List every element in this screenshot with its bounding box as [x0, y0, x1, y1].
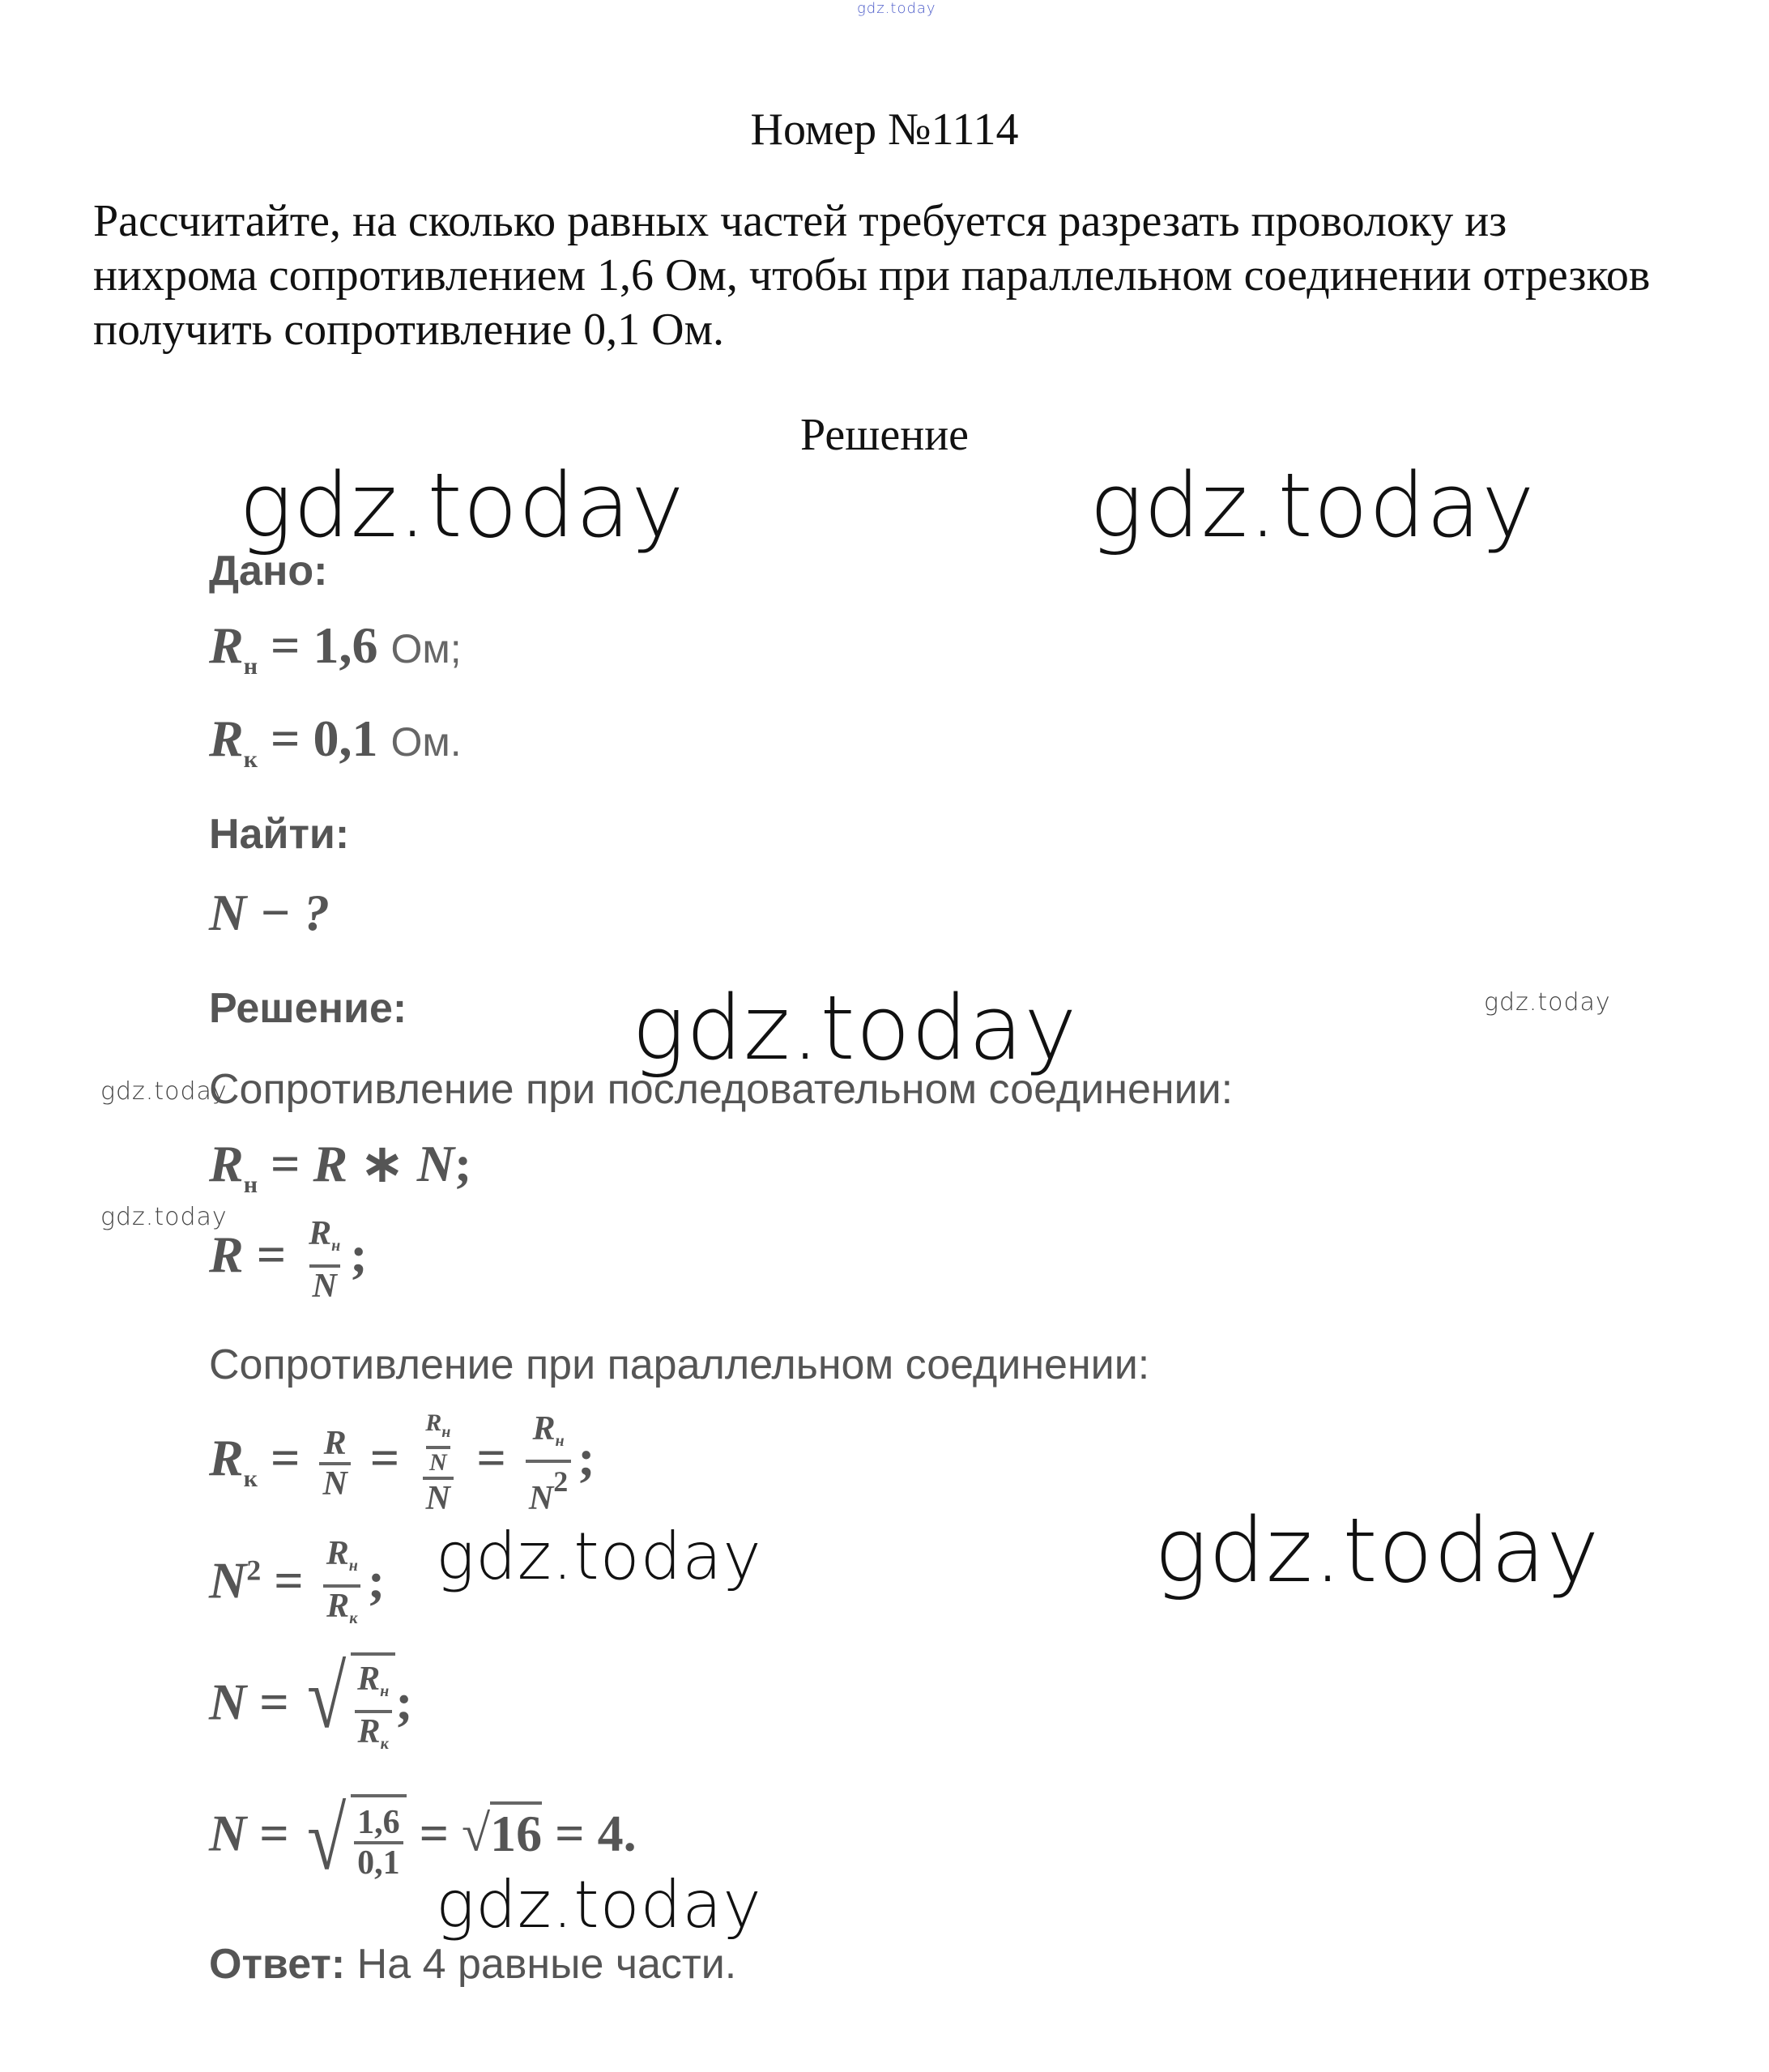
- watermark: gdz.today: [436, 1519, 762, 1594]
- watermark: gdz.today: [1089, 454, 1536, 557]
- answer-label: Ответ:: [209, 1941, 346, 1988]
- watermark: gdz.today: [100, 1077, 228, 1106]
- formula-parallel: $R_к$ = $\frac{R}{N}$ = $\frac{\frac{R_н}{N}}{N}$ = $\frac{R_н}{N2}$ ;: [209, 1409, 595, 1517]
- series-text: Сопротивление при последовательном соединении:: [209, 1066, 1234, 1113]
- formula-r: R = $\frac{R_н}{N}$ ;: [209, 1215, 368, 1305]
- watermark: gdz.today: [239, 454, 685, 557]
- answer: [209, 1940, 736, 1989]
- watermark-top: gdz.today: [857, 0, 936, 17]
- formula-series: $R_н = R$ ∗ N;: [209, 1135, 472, 1198]
- given-label: Дано:: [209, 548, 328, 595]
- task-text: Рассчитайте, на сколько равных частей требуется разрезать проволоку из нихрома сопротивлением 1,6 Ом, чтобы при параллельном соединении отрезков получить сопротивление 0,1 Ом.: [93, 196, 1651, 355]
- solution-heading: Решение: [799, 410, 970, 460]
- watermark: gdz.today: [1154, 1499, 1601, 1602]
- find-value: N − ?: [209, 884, 330, 941]
- formula-n-result: N = √ $\frac{1,6}{0,1}$ = √16 = 4.: [209, 1789, 637, 1888]
- solution-label: Решение:: [209, 985, 407, 1032]
- watermark: gdz.today: [632, 976, 1078, 1080]
- given-rn: $R_н = 1,6$ Ом;: [209, 616, 462, 680]
- find-label: Найти:: [209, 811, 350, 858]
- watermark: gdz.today: [100, 1203, 228, 1231]
- page-title: Номер №1114: [750, 104, 1019, 155]
- parallel-text: Сопротивление при параллельном соединении:: [209, 1341, 1150, 1388]
- answer-text: На 4 равные части.: [356, 1941, 737, 1988]
- formula-n-sqrt: N = √ $\frac{R_н}{R_к}$ ;: [209, 1652, 413, 1763]
- formula-n-squared: $N^2$ = $\frac{R_н}{R_к}$ ;: [209, 1535, 385, 1637]
- given-rk: $R_к = 0,1$ Ом.: [209, 710, 462, 773]
- watermark: gdz.today: [1484, 988, 1611, 1017]
- watermark: gdz.today: [436, 1867, 762, 1942]
